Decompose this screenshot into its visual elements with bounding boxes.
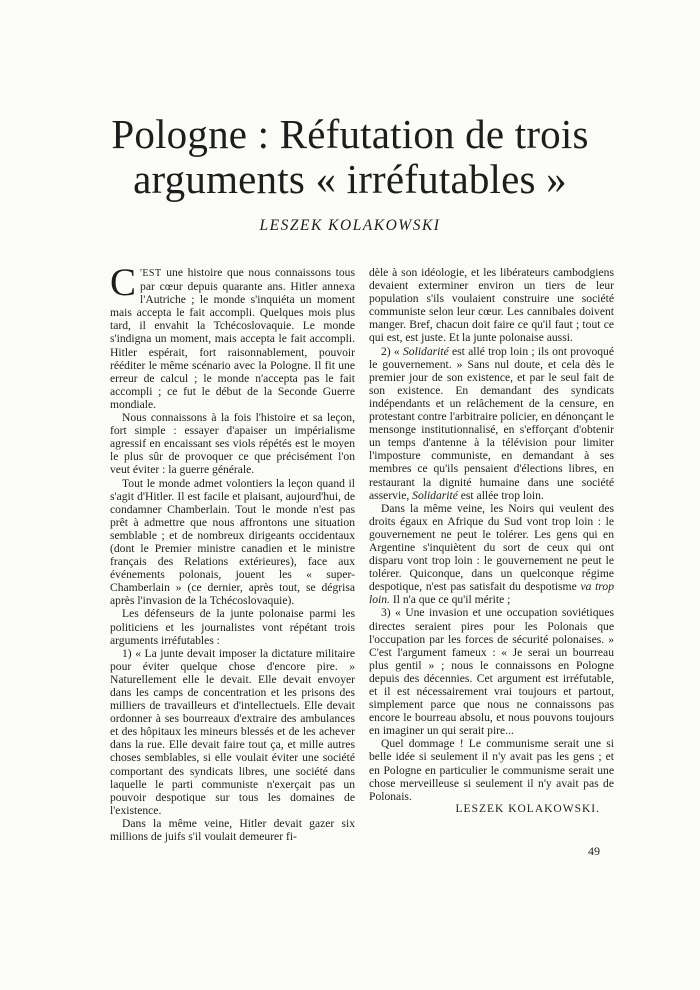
paragraph: 1) « La junte devait imposer la dictature militaire pour éviter quelque chose d'encore pire. » Naturellement elle le devait. Elle devait envoyer dans les camps de concentration et les prisons des milliers de travailleurs et d'intellectuels. Elle devait ordonner à ses bourreaux d'extraire des ambulances et des hôpitaux les mineurs blessés et de les achever dans la rue. Elle devait faire tout ça, et mille autres choses semblables, si elle voulait éviter une société comportant des syndicats libres, une société dans laquelle le parti communiste n'exerçait pas un pouvoir despotique sur tous les domaines de l'existence. (110, 646, 355, 817)
paragraph: Dans la même veine, Hitler devait gazer six millions de juifs s'il voulait demeurer fi- (110, 816, 355, 844)
right-column (369, 266, 614, 816)
left-column (110, 261, 355, 844)
text-run: Dans la même veine, les Noirs qui veulent des droits égaux en Afrique du Sud vont trop loin : le gouvernement ne peut le tolérer. Les gens qui en Argentine s'inquiètent du sort de ceux qui ont disparu vont trop loin : le gouvernement ne peut le tolérer. Quiconque, dans un quelconque régime despotique, n'est pas satisfait du despotisme (369, 501, 614, 594)
paragraph: 3) « Une invasion et une occupation soviétiques directes seraient pires pour les Polonais que l'occupation par les forces de sécurité polonaises. » C'est l'argument fameux : « Je serai un bourreau plus gentil » ; nous le connaissons en Pologne depuis des décennies. Cet argument est irréfutable, et il est nécessairement vrai toujours et partout, simplement parce que nous ne connaissons pas encore le bourreau absolu, et nous pouvons toujours en imaginer un qui serait pire... (369, 606, 614, 738)
page-number: 49 (588, 844, 600, 858)
small-caps-opening: 'EST (140, 268, 162, 279)
italic-text: Solidarité (412, 488, 458, 502)
paragraph (369, 345, 614, 502)
paragraph: dèle à son idéologie, et les libérateurs cambodgiens devaient exterminer environ un tiers de leur population s'ils voulaient construire une société communiste selon leur cœur. Les cannibales doivent manger. Bref, chacun doit faire ce qu'il faut ; tout ce qui est, est juste. Et la junte polonaise aussi. (369, 266, 614, 345)
paragraph: Quel dommage ! Le communisme serait une si belle idée si seulement il n'y avait pas les gens ; et en Pologne en particulier le communisme serait une chose merveilleuse si seulement il n'y avait pas de Polonais. (369, 737, 614, 803)
article-title (60, 112, 640, 202)
paragraph (369, 502, 614, 607)
text-run: 2) « (381, 344, 403, 358)
title-line-2: arguments « irréfutables » (133, 156, 567, 202)
italic-text: Solidarité (403, 344, 449, 358)
paragraph-text: une histoire que nous connaissons tous par cœur depuis quarante ans. Hitler annexa l'Autriche ; le monde s'inquiéta un moment mais accepta le fait accompli. Quelques mois plus tard, il envahit la Tchécoslovaquie. Le monde s'indigna un moment, mais accepta le fait accompli. Hitler espérait, fort raisonnablement, pouvoir rééditer le même scénario avec la Pologne. Il fit une erreur de calcul ; le monde n'accepta pas le fait accompli ; ce fut le début de la Seconde Guerre mondiale. (110, 266, 355, 411)
text-run: est allé trop loin ; ils ont provoqué le gouvernement. » Sans nul doute, et cela dès le premier jour de son existence, et par le seul fait de son existence. En demandant des syndicats indépendants et un relâchement de la censure, en protestant contre l'arbitraire policier, en dénonçant le mensonge institutionnalisé, en s'efforçant d'obtenir un temps d'antenne à la télévision pour limiter l'imposture communiste, en demandant à ses membres ce qu'ils pensaient d'élections libres, en restaurant la dignité humaine dans une société asservie, (369, 344, 614, 502)
paragraph: Nous connaissons à la fois l'histoire et sa leçon, fort simple : essayer d'apaiser un impérialisme agressif en encaissant ses viols répétés est le moyen le plus sûr de provoquer ce que précisément l'on veut éviter : la guerre générale. (110, 411, 355, 477)
title-line-1: Pologne : Réfutation de trois (111, 111, 589, 157)
article-author: LESZEK KOLAKOWSKI (259, 217, 441, 234)
text-run: est allée trop loin. (457, 488, 544, 502)
paragraph (110, 261, 355, 411)
paragraph: Les défenseurs de la junte polonaise parmi les politiciens et les journalistes vont répétant trois arguments irréfutables : (110, 607, 355, 647)
signature: LESZEK KOLAKOWSKI. (455, 802, 600, 815)
paragraph: Tout le monde admet volontiers la leçon quand il s'agit d'Hitler. Il est facile et plaisant, aujourd'hui, de condamner Chamberlain. Tout le monde n'est pas prêt à admettre que nous affrontons une situation semblable ; et de nombreux dirigeants occidentaux (dont le Premier ministre canadien et le ministre français des Relations extérieures), face aux événements polonais, jouent les « super-Chamberlain » (ce dernier, après tout, se dégrisa après l'invasion de la Tchécoslovaquie). (110, 476, 355, 608)
drop-cap: C (110, 261, 137, 304)
text-run: Il n'a que ce qu'il mérite ; (389, 593, 511, 607)
italic-text: va trop loin. (369, 580, 614, 607)
